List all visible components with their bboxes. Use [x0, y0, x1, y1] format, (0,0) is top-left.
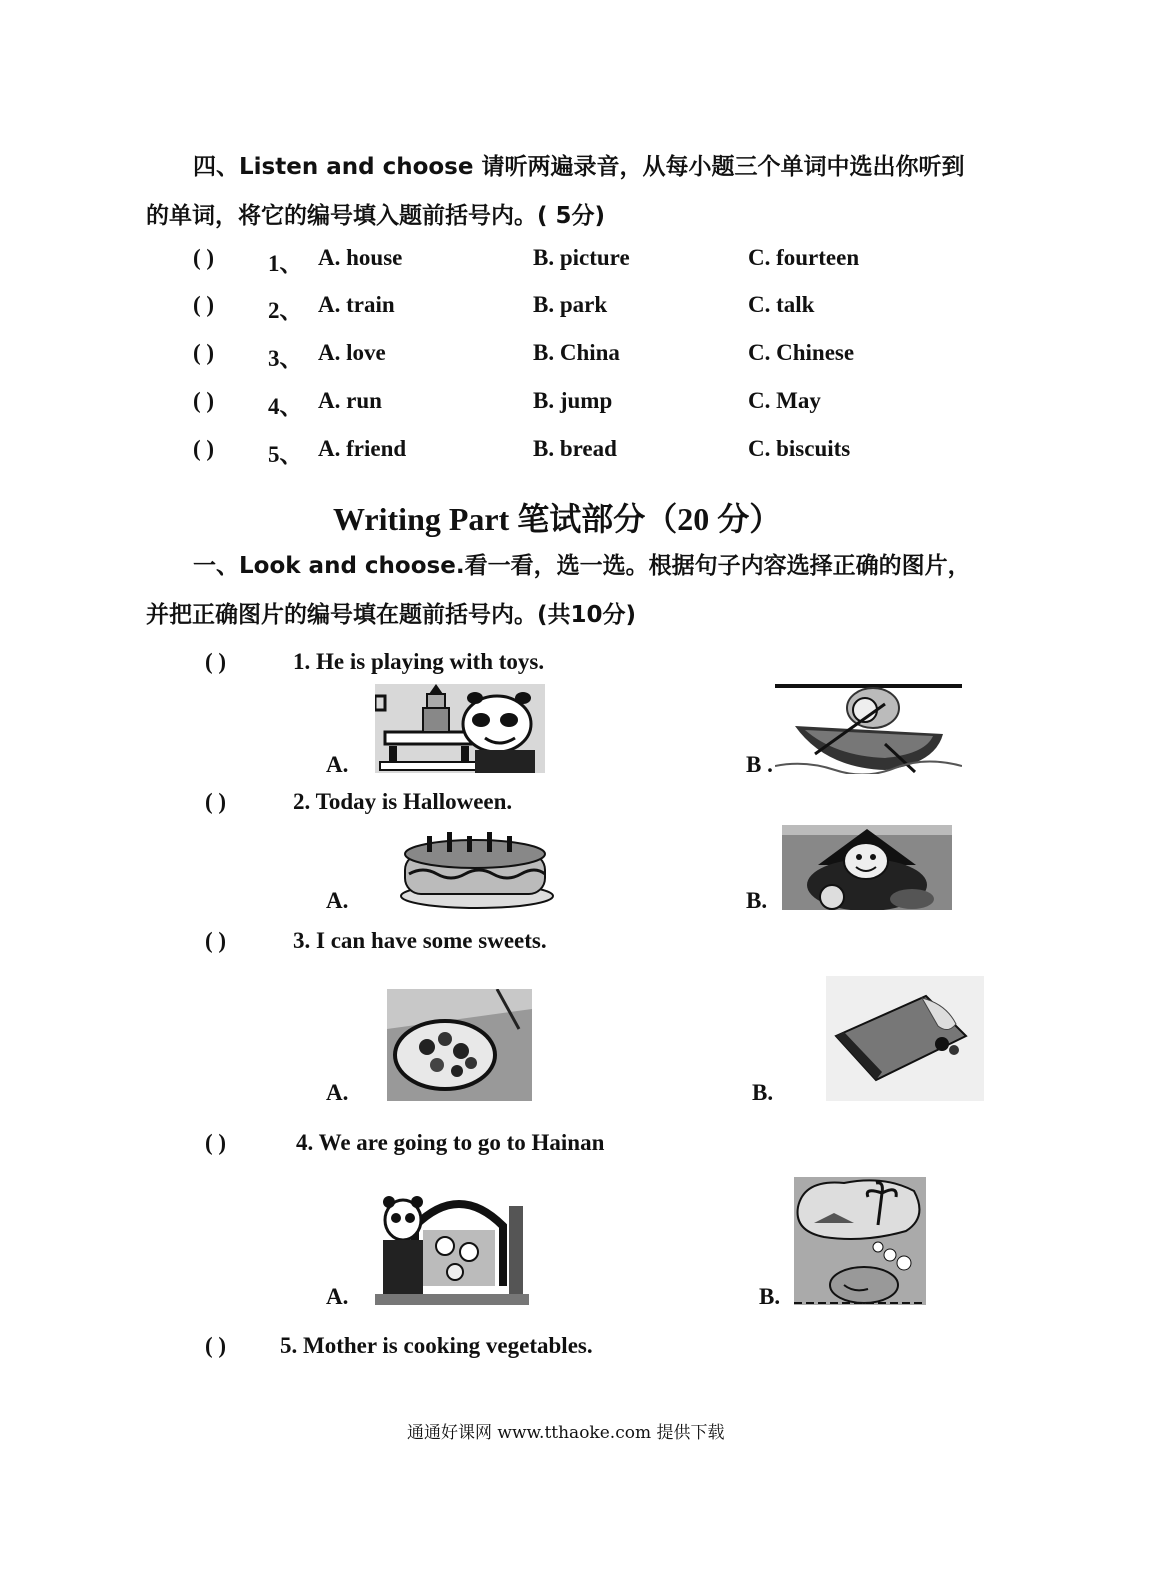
panda-blocks-illustration [375, 684, 545, 773]
option-b: B. jump [533, 388, 613, 413]
option-a: A. house [318, 245, 403, 270]
list-item-bracket[interactable]: ( ) [193, 340, 215, 365]
chocolate-bar-picture[interactable] [826, 976, 984, 1101]
panda-with-blocks-picture[interactable] [375, 684, 545, 773]
option-a-label: A. [326, 1284, 349, 1309]
answer-bracket[interactable]: ( ) [205, 928, 227, 953]
witch-illustration [782, 825, 952, 910]
halloween-witch-picture[interactable] [782, 825, 952, 910]
list-item-number: 4、 [268, 394, 303, 419]
list-item-bracket[interactable]: ( ) [193, 245, 215, 270]
footer-source: 通通好课网 www.tthaoke.com 提供下载 [407, 1423, 725, 1443]
option-c: C. May [748, 388, 821, 413]
question-text: 4. We are going to go to Hainan [296, 1130, 605, 1155]
park-gate-illustration [375, 1186, 529, 1305]
option-a: A. love [318, 340, 386, 365]
list-item-number: 2、 [268, 298, 303, 323]
cake-illustration [399, 830, 556, 910]
option-a-label: A. [326, 752, 349, 777]
chocolate-illustration [826, 976, 984, 1101]
section4-heading-line2: 的单词，将它的编号填入题前括号内。( 5分) [146, 203, 606, 229]
writing-part-title: Writing Part 笔试部分（20 分） [333, 501, 782, 537]
option-a: A. friend [318, 436, 407, 461]
panda-at-park-gate-picture[interactable] [375, 1186, 529, 1305]
rowing-boat-illustration [775, 684, 962, 774]
question-text: 1. He is playing with toys. [293, 649, 545, 674]
list-item-bracket[interactable]: ( ) [193, 436, 215, 461]
section4-heading-line1: 四、Listen and choose 请听两遍录音，从每小题三个单词中选出你听到 [193, 154, 965, 180]
section1-heading-line2: 并把正确图片的编号填在题前括号内。(共10分) [146, 602, 637, 628]
answer-bracket[interactable]: ( ) [205, 789, 227, 814]
option-b: B. park [533, 292, 608, 317]
list-item-number: 3、 [268, 346, 303, 371]
option-c: C. Chinese [748, 340, 855, 365]
option-b-label: B . [746, 752, 773, 777]
option-c: C. biscuits [748, 436, 851, 461]
answer-bracket[interactable]: ( ) [205, 649, 227, 674]
girl-rowing-boat-picture[interactable] [775, 684, 962, 774]
list-item-bracket[interactable]: ( ) [193, 388, 215, 413]
question-text: 3. I can have some sweets. [293, 928, 547, 953]
option-b: B. China [533, 340, 620, 365]
island-dream-illustration [794, 1177, 926, 1305]
option-b: B. picture [533, 245, 630, 270]
answer-bracket[interactable]: ( ) [205, 1333, 227, 1358]
list-item-number: 5、 [268, 442, 303, 467]
question-text: 5. Mother is cooking vegetables. [280, 1333, 593, 1358]
option-b-label: B. [759, 1284, 781, 1309]
food-plate-illustration [387, 989, 532, 1101]
question-text: 2. Today is Halloween. [293, 789, 513, 814]
option-a-label: A. [326, 888, 349, 913]
option-a: A. run [318, 388, 382, 413]
list-item-bracket[interactable]: ( ) [193, 292, 215, 317]
list-item-number: 1、 [268, 251, 303, 276]
option-a: A. train [318, 292, 395, 317]
boy-dreaming-island-picture[interactable] [794, 1177, 926, 1305]
option-c: C. fourteen [748, 245, 860, 270]
option-c: C. talk [748, 292, 815, 317]
answer-bracket[interactable]: ( ) [205, 1130, 227, 1155]
option-b-label: B. [752, 1080, 774, 1105]
plate-of-food-picture[interactable] [387, 989, 532, 1101]
option-b-label: B. [746, 888, 768, 913]
option-b: B. bread [533, 436, 617, 461]
birthday-cake-picture[interactable] [399, 830, 556, 910]
section1-heading-line1: 一、Look and choose.看一看，选一选。根据句子内容选择正确的图片， [193, 553, 971, 579]
option-a-label: A. [326, 1080, 349, 1105]
